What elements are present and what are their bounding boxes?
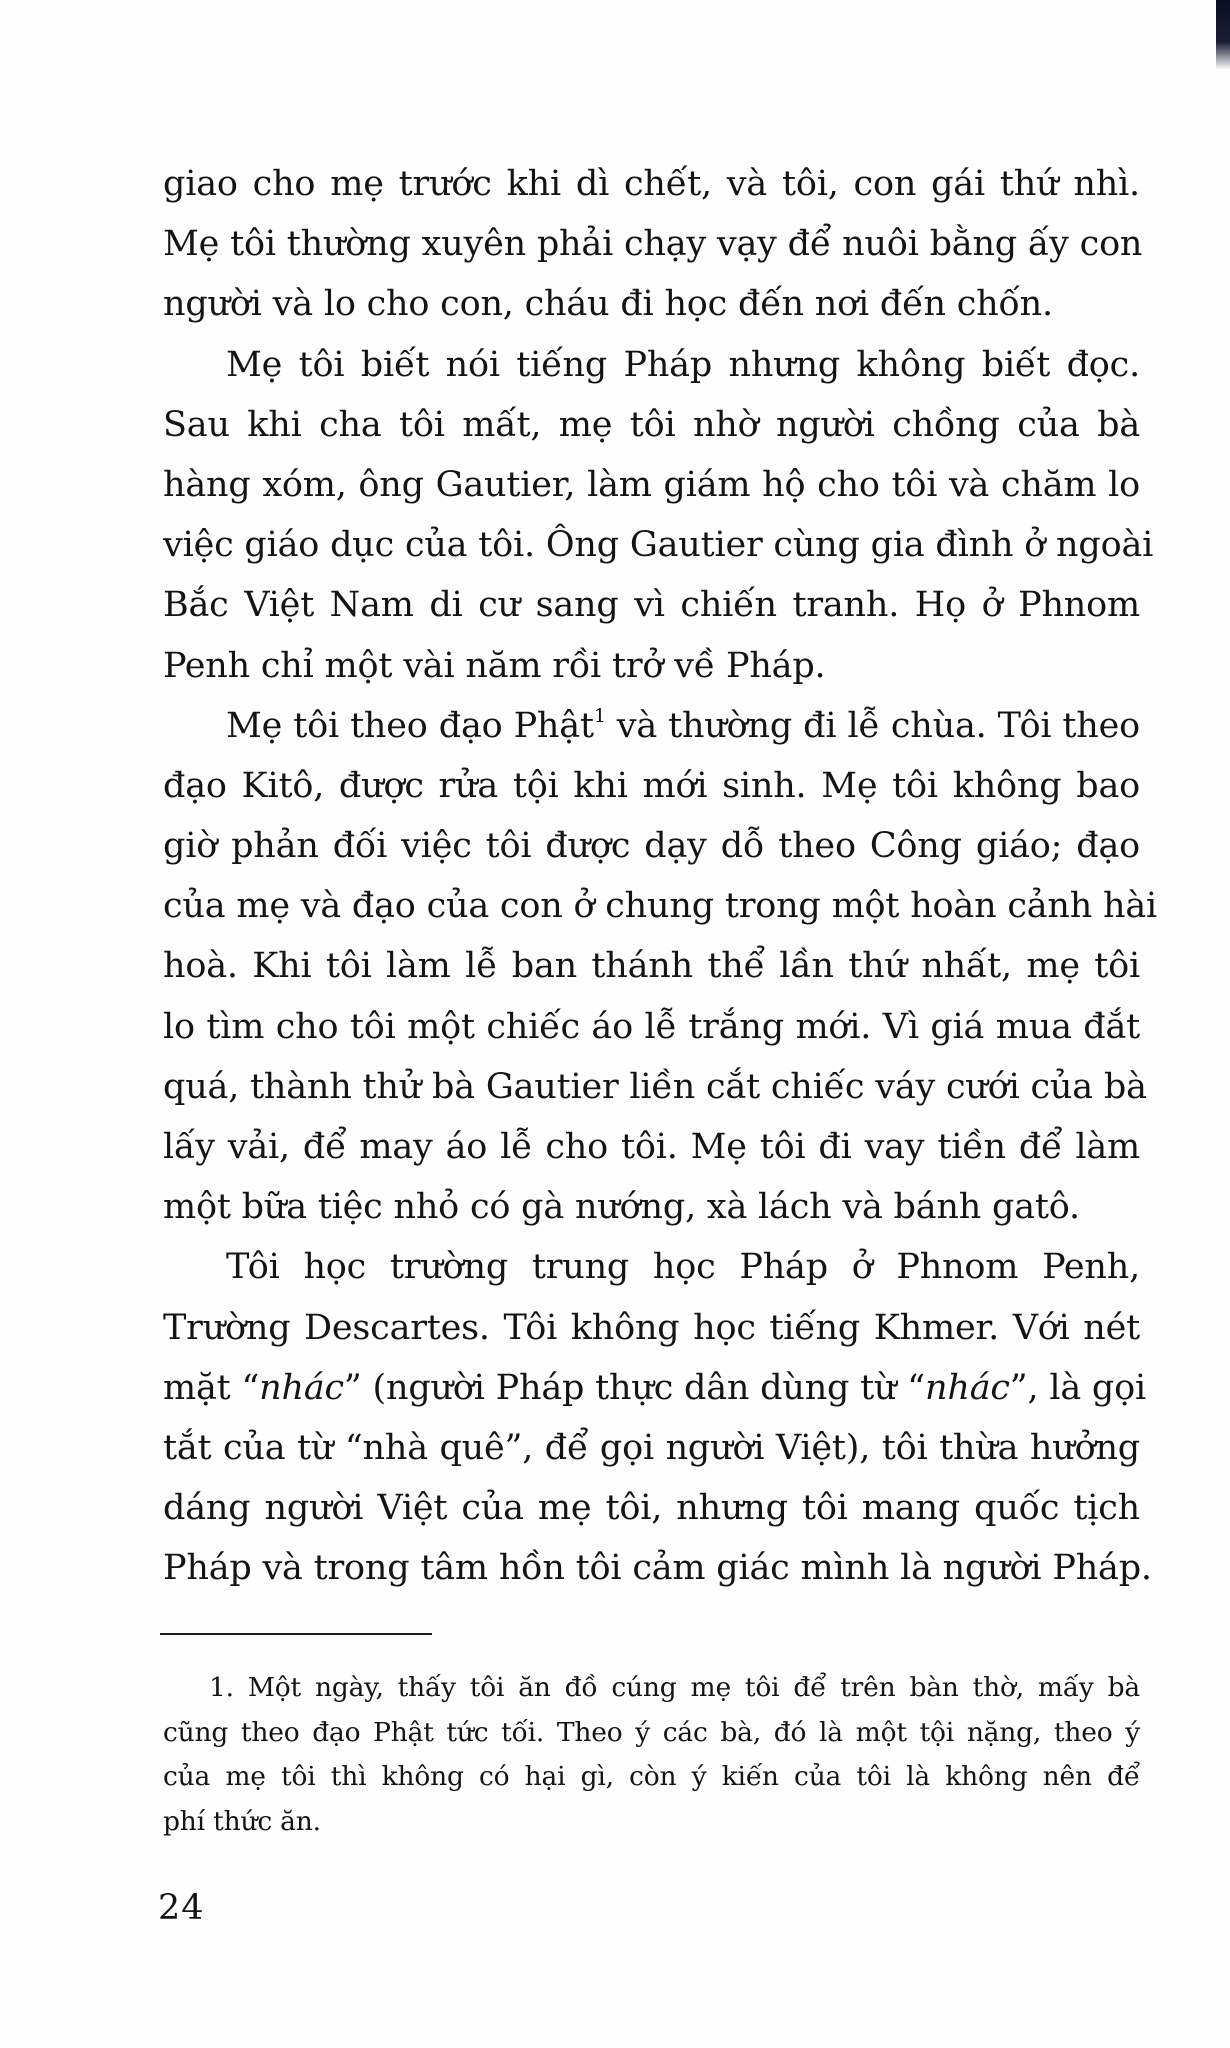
footnote bbox=[163, 1666, 1140, 1844]
footnote-line: 1. Một ngày, thấy tôi ăn đồ cúng mẹ tôi để trên bàn thờ, mấy bà bbox=[209, 1672, 1140, 1703]
text-line: Mẹ tôi biết nói tiếng Pháp nhưng không biết đọc. bbox=[226, 344, 1140, 385]
text-line: của mẹ và đạo của con ở chung trong một hoàn cảnh hài bbox=[163, 886, 1158, 927]
paragraph-3 bbox=[163, 696, 1158, 1238]
text-line: hàng xóm, ông Gautier, làm giám hộ cho tôi và chăm lo bbox=[163, 464, 1140, 505]
text-line: người và lo cho con, cháu đi học đến nơi đến chốn. bbox=[163, 284, 1053, 325]
text-line: Trường Descartes. Tôi không học tiếng Khmer. Với nét bbox=[163, 1307, 1140, 1348]
body-text bbox=[163, 154, 1158, 1599]
text-line: dáng người Việt của mẹ tôi, nhưng tôi mang quốc tịch bbox=[163, 1488, 1140, 1529]
footnote-line: của mẹ tôi thì không có hại gì, còn ý kiến của tôi là không nên để bbox=[163, 1761, 1140, 1792]
footnote-line: cũng theo đạo Phật tức tối. Theo ý các bà, đó là một tội nặng, theo ý bbox=[163, 1716, 1140, 1748]
text-line: hoà. Khi tôi làm lễ ban thánh thể lần thứ nhất, mẹ tôi bbox=[163, 946, 1140, 987]
text-line: lo tìm cho tôi một chiếc áo lễ trắng mới. Vì giá mua đắt bbox=[163, 1006, 1140, 1047]
paragraph-2 bbox=[163, 335, 1154, 696]
italic-term: nhác bbox=[259, 1367, 344, 1408]
text-line bbox=[163, 696, 1140, 756]
text-line: Penh chỉ một vài năm rồi trở về Pháp. bbox=[163, 645, 826, 686]
text-line bbox=[163, 1358, 1146, 1418]
text-fragment: ”, là gọi bbox=[1009, 1367, 1146, 1408]
footnote-line: phí thức ăn. bbox=[163, 1805, 321, 1837]
text-line: quá, thành thử bà Gautier liền cắt chiếc váy cưới của bà bbox=[163, 1066, 1147, 1107]
text-line: Pháp và trong tâm hồn tôi cảm giác mình là người Pháp. bbox=[163, 1548, 1152, 1589]
text-line: việc giáo dục của tôi. Ông Gautier cùng gia đình ở ngoài bbox=[163, 525, 1154, 566]
text-fragment: mặt “ bbox=[163, 1367, 260, 1408]
page-edge-shadow bbox=[1216, 0, 1230, 70]
text-fragment: và thường đi lễ chùa. Tôi theo bbox=[605, 705, 1141, 746]
text-line: một bữa tiệc nhỏ có gà nướng, xà lách và bánh gatô. bbox=[163, 1187, 1080, 1228]
text-line: giao cho mẹ trước khi dì chết, và tôi, con gái thứ nhì. bbox=[163, 164, 1140, 204]
text-fragment: Mẹ tôi theo đạo Phật bbox=[226, 705, 594, 746]
text-line: lấy vải, để may áo lễ cho tôi. Mẹ tôi đi vay tiền để làm bbox=[163, 1127, 1140, 1167]
text-fragment: ” (người Pháp thực dân dùng từ “ bbox=[343, 1367, 926, 1408]
footnote-reference[interactable]: 1 bbox=[593, 704, 606, 727]
italic-term: nhác bbox=[925, 1367, 1010, 1408]
paragraph-1 bbox=[163, 154, 1143, 335]
text-line: Bắc Việt Nam di cư sang vì chiến tranh. Họ ở Phnom bbox=[163, 585, 1140, 626]
page-number: 24 bbox=[158, 1888, 205, 1928]
text-line: tắt của từ “nhà quê”, để gọi người Việt), tôi thừa hưởng bbox=[163, 1427, 1140, 1468]
text-line: Mẹ tôi thường xuyên phải chạy vạy để nuôi bằng ấy con bbox=[163, 224, 1143, 265]
text-line: Tôi học trường trung học Pháp ở Phnom Penh, bbox=[226, 1247, 1140, 1288]
text-line: Sau khi cha tôi mất, mẹ tôi nhờ người chồng của bà bbox=[163, 404, 1140, 445]
text-line: giờ phản đối việc tôi được dạy dỗ theo Công giáo; đạo bbox=[163, 826, 1140, 867]
footnote-divider bbox=[160, 1633, 432, 1635]
text-line: đạo Kitô, được rửa tội khi mới sinh. Mẹ tôi không bao bbox=[163, 765, 1140, 806]
paragraph-4 bbox=[163, 1237, 1152, 1598]
